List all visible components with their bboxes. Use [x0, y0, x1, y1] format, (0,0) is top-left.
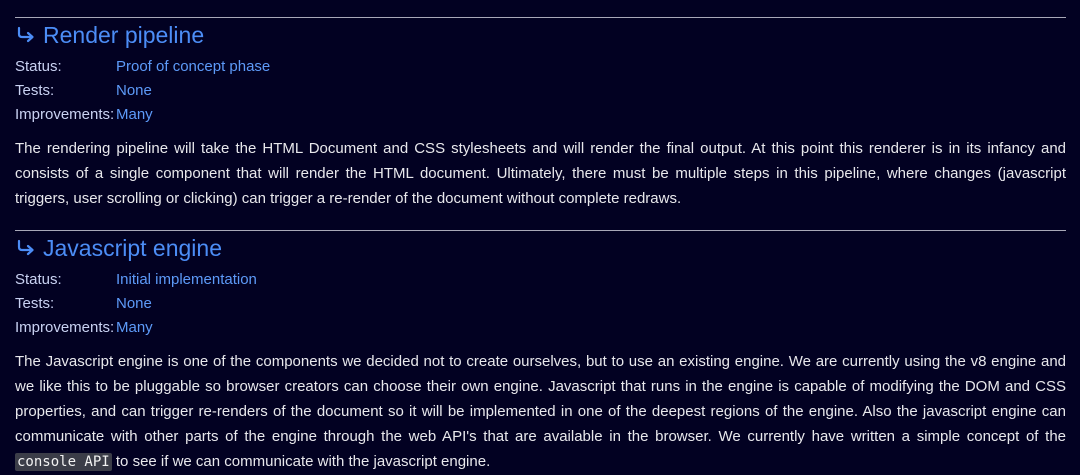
meta-row-status [15, 268, 1066, 292]
section-divider [15, 230, 1066, 231]
meta-row-tests [15, 79, 1066, 103]
meta-list [15, 55, 1066, 127]
meta-row-tests [15, 292, 1066, 316]
improvements-label: Improvements: [15, 319, 115, 336]
section-heading[interactable] [15, 19, 1066, 51]
improvements-value: Many [116, 106, 153, 123]
section-heading[interactable] [15, 232, 1066, 264]
meta-list [15, 268, 1066, 340]
status-value: Proof of concept phase [116, 58, 271, 75]
tests-value: None [116, 295, 152, 312]
inline-code: console API [17, 454, 110, 470]
section-divider [15, 17, 1066, 18]
status-value: Initial implementation [116, 271, 257, 288]
section-description: The rendering pipeline will take the HTML Document and CSS stylesheets and will render the final output. At this point this renderer is in its infancy and consists of a single component that will render the HTML document. Ultimately, there must be multiple steps in this pipeline, where changes (javascript triggers, user scrolling or clicking) can trigger a re-render of the document without complete redraws. [15, 140, 1066, 207]
meta-row-status [15, 55, 1066, 79]
tests-value: None [116, 82, 152, 99]
meta-row-improvements [15, 103, 1066, 127]
meta-row-improvements [15, 316, 1066, 340]
arrow-return-right-icon [15, 238, 37, 258]
section-render-pipeline [15, 17, 1066, 211]
tests-label: Tests: [15, 295, 55, 312]
section-title: Javascript engine [43, 235, 222, 261]
arrow-return-right-icon [15, 25, 37, 45]
improvements-value: Many [116, 319, 153, 336]
status-label: Status: [15, 271, 62, 288]
improvements-label: Improvements: [15, 106, 115, 123]
section-title: Render pipeline [43, 22, 205, 48]
tests-label: Tests: [15, 82, 55, 99]
description-text: to see if we can communicate with the javascript engine. [111, 453, 491, 470]
description-text: The Javascript engine is one of the components we decided not to create ourselves, but to use an existing engine. We are currently using the v8 engine and we like this to be pluggable so browser creators can choose their own engine. Javascript that runs in the engine is capable of modifying the DOM and CSS properties, and can trigger re-renders of the document so it will be implemented in one of the deepest regions of the engine. Also the javascript engine can communicate with other parts of the engine through the web API's that are available in the browser. We currently have written a simple concept of the [15, 353, 1066, 445]
section-description [15, 349, 1066, 475]
section-javascript-engine [15, 230, 1066, 475]
status-label: Status: [15, 58, 62, 75]
